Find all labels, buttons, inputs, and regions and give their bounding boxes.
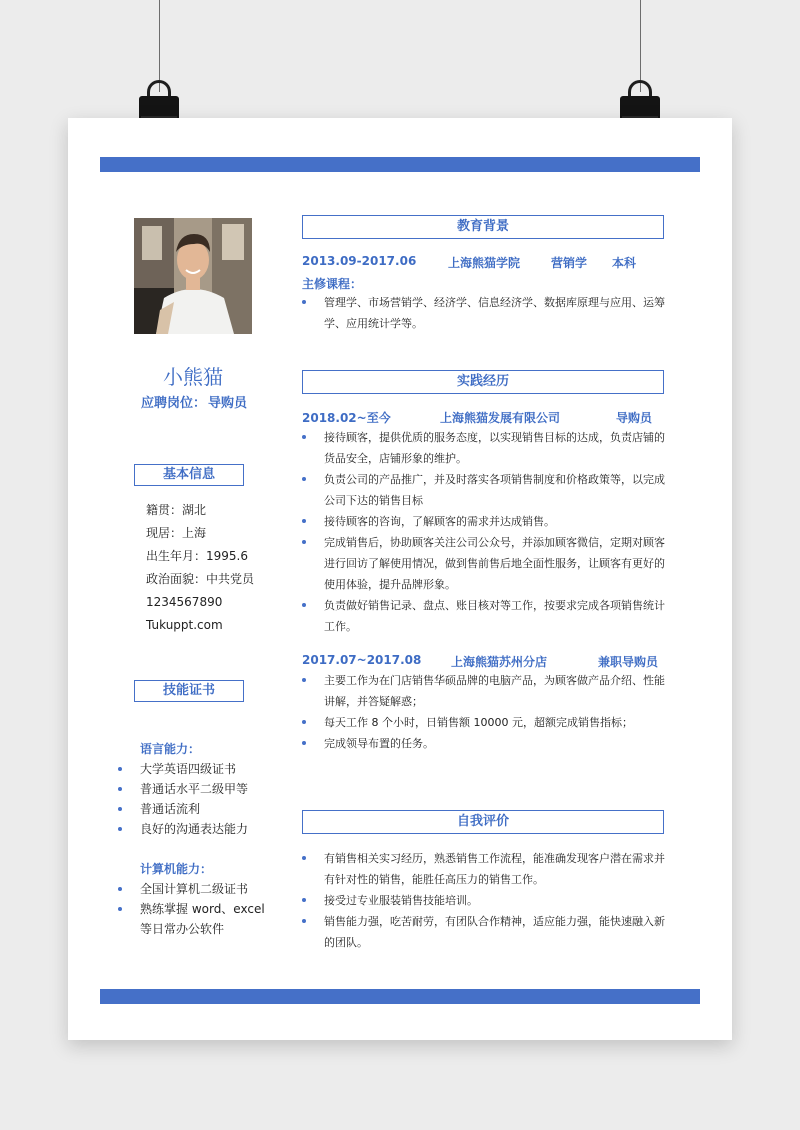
profile-photo xyxy=(134,218,252,334)
info-website: Tukuppt.com xyxy=(146,618,223,632)
education-period: 2013.09-2017.06 xyxy=(302,254,417,268)
hanging-string-right xyxy=(640,0,641,92)
position-label: 应聘岗位： xyxy=(140,396,206,411)
section-title-practice: 实践经历 xyxy=(302,370,664,394)
list-item: 大学英语四级证书 xyxy=(118,759,278,779)
list-item: 负责做好销售记录、盘点、账目核对等工作，按要求完成各项销售统计工作。 xyxy=(302,595,670,637)
self-eval-list xyxy=(302,848,670,953)
list-item: 销售能力强，吃苦耐劳，有团队合作精神，适应能力强，能快速融入新的团队。 xyxy=(302,911,670,953)
education-degree: 本科 xyxy=(612,256,637,270)
courses-label: 主修课程： xyxy=(302,277,363,291)
list-item: 完成销售后，协助顾客关注公司公众号，并添加顾客微信，定期对顾客进行回访了解使用情况，做到售前售后地全面性服务，让顾客有更好的使用体验，提升品牌形象。 xyxy=(302,532,670,595)
list-item: 有销售相关实习经历，熟悉销售工作流程，能准确发现客户潜在需求并有针对性的销售，能胜任高压力的销售工作。 xyxy=(302,848,670,890)
candidate-name: 小熊猫 xyxy=(163,365,223,389)
list-item: 熟练掌握 word、excel 等日常办公软件 xyxy=(118,899,268,939)
hanging-string-left xyxy=(159,0,160,92)
list-item: 每天工作 8 个小时，日销售额 10000 元，超额完成销售指标； xyxy=(302,712,670,733)
practice-company: 上海熊猫苏州分店 xyxy=(451,655,548,669)
list-item: 接待顾客的咨询，了解顾客的需求并达成销售。 xyxy=(302,511,670,532)
position-value: 导购员 xyxy=(208,396,248,411)
list-item: 普通话水平二级甲等 xyxy=(118,779,278,799)
education-school: 上海熊猫学院 xyxy=(448,256,521,270)
basic-info-list xyxy=(146,499,254,637)
info-phone: 1234567890 xyxy=(146,595,223,609)
list-item: 完成领导布置的任务。 xyxy=(302,733,670,754)
list-item: 全国计算机二级证书 xyxy=(118,879,268,899)
practice-role: 导购员 xyxy=(616,411,653,425)
bottom-accent-bar xyxy=(100,989,700,1004)
list-item: 负责公司的产品推广，并及时落实各项销售制度和价格政策等，以完成公司下达的销售目标 xyxy=(302,469,670,511)
education-major: 营销学 xyxy=(551,256,588,270)
section-title-basic-info: 基本信息 xyxy=(134,464,244,486)
computer-skills-label: 计算机能力： xyxy=(140,862,213,876)
section-title-education: 教育背景 xyxy=(302,215,664,239)
info-birth: 出生年月：1995.6 xyxy=(146,549,248,563)
list-item: 接待顾客，提供优质的服务态度，以实现销售目标的达成，负责店铺的货品安全，店铺形象的维护。 xyxy=(302,427,670,469)
list-item: 主要工作为在门店销售华硕品牌的电脑产品，为顾客做产品介绍、性能讲解，并答疑解惑； xyxy=(302,670,670,712)
practice-list-2 xyxy=(302,670,670,754)
info-hometown: 籍贯：湖北 xyxy=(146,503,207,517)
section-title-self-eval: 自我评价 xyxy=(302,810,664,834)
language-skills-list xyxy=(118,759,278,839)
practice-company: 上海熊猫发展有限公司 xyxy=(440,411,561,425)
list-item: 良好的沟通表达能力 xyxy=(118,819,278,839)
practice-period: 2018.02~至今 xyxy=(302,411,391,425)
top-accent-bar xyxy=(100,157,700,172)
practice-row-2 xyxy=(302,653,670,669)
info-residence: 现居：上海 xyxy=(146,526,207,540)
education-row xyxy=(302,254,670,270)
practice-period: 2017.07~2017.08 xyxy=(302,653,422,667)
practice-list-1 xyxy=(302,427,670,637)
info-political: 政治面貌：中共党员 xyxy=(146,572,255,586)
list-item: 管理学、市场营销学、经济学、信息经济学、数据库原理与应用、运筹学、应用统计学等。 xyxy=(302,292,670,334)
practice-row-1 xyxy=(302,409,670,425)
list-item: 接受过专业服装销售技能培训。 xyxy=(302,890,670,911)
section-title-skills: 技能证书 xyxy=(134,680,244,702)
list-item: 普通话流利 xyxy=(118,799,278,819)
computer-skills-list xyxy=(118,879,268,939)
resume-paper xyxy=(68,118,732,1040)
practice-role: 兼职导购员 xyxy=(598,655,659,669)
applied-position xyxy=(126,392,260,411)
courses-list xyxy=(302,292,670,334)
language-skills-label: 语言能力： xyxy=(140,742,201,756)
